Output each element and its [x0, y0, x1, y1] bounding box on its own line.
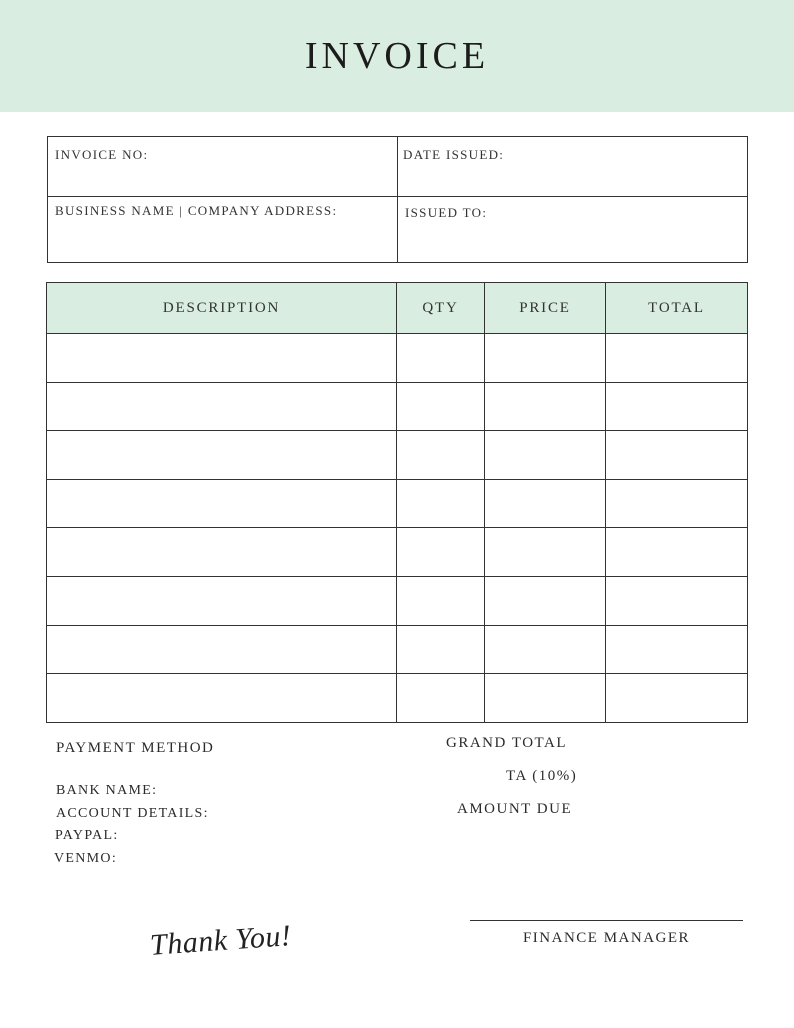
description-cell[interactable] — [47, 334, 397, 383]
thank-you-note: Thank You! — [148, 919, 293, 962]
column-header-description: DESCRIPTION — [47, 283, 397, 334]
total-cell[interactable] — [606, 674, 748, 723]
description-cell[interactable] — [47, 382, 397, 431]
qty-cell[interactable] — [397, 334, 485, 383]
total-cell[interactable] — [606, 334, 748, 383]
total-cell[interactable] — [606, 625, 748, 674]
business-address-field[interactable]: BUSINESS NAME | COMPANY ADDRESS: — [55, 203, 338, 218]
info-divider-vertical — [397, 137, 398, 262]
tax-field[interactable]: TA (10%) — [506, 768, 578, 784]
table-row — [47, 576, 748, 625]
description-cell[interactable] — [47, 674, 397, 723]
paypal-field[interactable]: PAYPAL: — [55, 828, 119, 843]
line-items-table — [46, 282, 748, 723]
qty-cell[interactable] — [397, 674, 485, 723]
issued-to-field[interactable]: ISSUED TO: — [405, 205, 488, 220]
price-cell[interactable] — [485, 625, 606, 674]
price-cell[interactable] — [485, 528, 606, 577]
signature-line[interactable] — [470, 920, 743, 921]
account-details-field[interactable]: ACCOUNT DETAILS: — [56, 806, 209, 821]
total-cell[interactable] — [606, 528, 748, 577]
total-cell[interactable] — [606, 479, 748, 528]
price-cell[interactable] — [485, 674, 606, 723]
table-row — [47, 479, 748, 528]
price-cell[interactable] — [485, 431, 606, 480]
description-cell[interactable] — [47, 576, 397, 625]
table-header-row — [47, 283, 748, 334]
invoice-title: INVOICE — [304, 35, 490, 77]
total-cell[interactable] — [606, 431, 748, 480]
qty-cell[interactable] — [397, 528, 485, 577]
column-header-total: TOTAL — [606, 283, 748, 334]
table-row — [47, 334, 748, 383]
finance-manager-label: FINANCE MANAGER — [522, 930, 691, 946]
description-cell[interactable] — [47, 479, 397, 528]
info-divider-horizontal — [48, 196, 747, 197]
invoice-info-box — [47, 136, 748, 263]
total-cell[interactable] — [606, 576, 748, 625]
qty-cell[interactable] — [397, 431, 485, 480]
qty-cell[interactable] — [397, 479, 485, 528]
grand-total-field[interactable]: GRAND TOTAL — [446, 735, 567, 751]
qty-cell[interactable] — [397, 625, 485, 674]
qty-cell[interactable] — [397, 382, 485, 431]
table-row — [47, 528, 748, 577]
column-header-price: PRICE — [485, 283, 606, 334]
total-cell[interactable] — [606, 382, 748, 431]
price-cell[interactable] — [485, 334, 606, 383]
description-cell[interactable] — [47, 528, 397, 577]
price-cell[interactable] — [485, 382, 606, 431]
table-row — [47, 382, 748, 431]
bank-name-field[interactable]: BANK NAME: — [56, 783, 158, 798]
table-row — [47, 625, 748, 674]
column-header-qty: QTY — [397, 283, 485, 334]
table-row — [47, 674, 748, 723]
payment-method-heading: PAYMENT METHOD — [56, 740, 215, 756]
price-cell[interactable] — [485, 479, 606, 528]
date-issued-field[interactable]: DATE ISSUED: — [403, 147, 505, 162]
invoice-no-field[interactable]: INVOICE NO: — [55, 147, 149, 162]
venmo-field[interactable]: VENMO: — [54, 851, 118, 866]
table-row — [47, 431, 748, 480]
description-cell[interactable] — [47, 625, 397, 674]
amount-due-field[interactable]: AMOUNT DUE — [457, 801, 573, 817]
qty-cell[interactable] — [397, 576, 485, 625]
description-cell[interactable] — [47, 431, 397, 480]
price-cell[interactable] — [485, 576, 606, 625]
